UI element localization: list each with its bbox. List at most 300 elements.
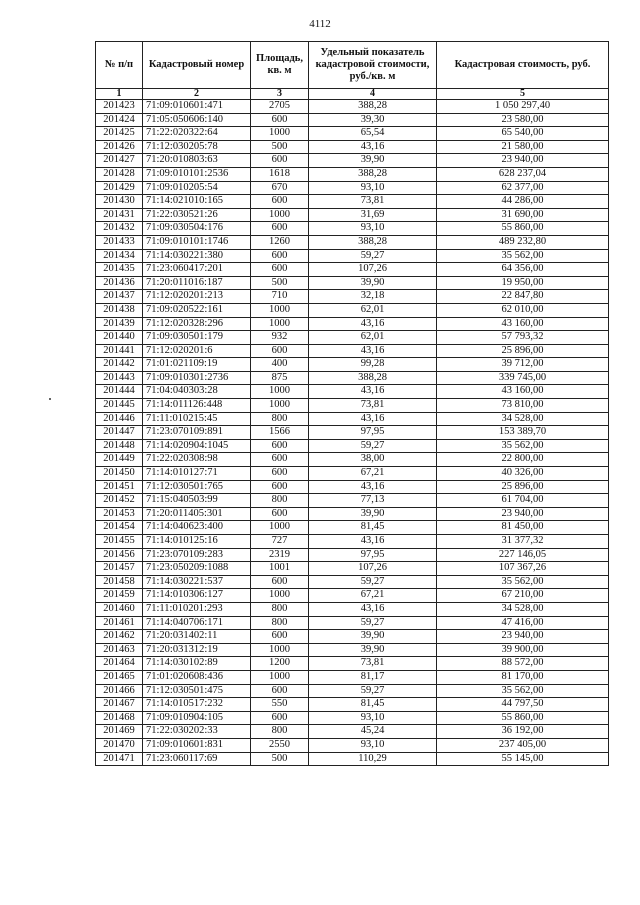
row-number-cell: 201437 (96, 290, 143, 304)
specific-value-cell: 107,26 (309, 562, 437, 576)
specific-value-cell: 59,27 (309, 249, 437, 263)
area-cell: 1000 (251, 589, 309, 603)
area-cell: 600 (251, 195, 309, 209)
area-cell: 600 (251, 453, 309, 467)
cadastral-value-cell: 35 562,00 (437, 249, 609, 263)
table-row (96, 249, 609, 263)
cadastral-value-cell: 47 416,00 (437, 616, 609, 630)
specific-value-cell: 67,21 (309, 589, 437, 603)
table-row (96, 548, 609, 562)
cadastral-number-cell: 71:22:030521:26 (143, 208, 251, 222)
specific-value-cell: 59,27 (309, 575, 437, 589)
cadastral-value-cell: 81 450,00 (437, 521, 609, 535)
row-number-cell: 201433 (96, 235, 143, 249)
cadastral-value-cell: 36 192,00 (437, 725, 609, 739)
header-cadastral-number: Кадастровый номер (143, 42, 251, 89)
cadastral-number-cell: 71:11:010201:293 (143, 602, 251, 616)
cadastral-number-cell: 71:14:030221:380 (143, 249, 251, 263)
row-number-cell: 201451 (96, 480, 143, 494)
area-cell: 600 (251, 154, 309, 168)
header-specific-value: Удельный показатель кадастровой стоимости, руб./кв. м (309, 42, 437, 89)
table-row (96, 385, 609, 399)
specific-value-cell: 59,27 (309, 616, 437, 630)
cadastral-value-cell: 153 389,70 (437, 426, 609, 440)
table-row (96, 371, 609, 385)
table-row (96, 575, 609, 589)
specific-value-cell: 39,90 (309, 630, 437, 644)
area-cell: 932 (251, 331, 309, 345)
area-cell: 600 (251, 439, 309, 453)
area-cell: 800 (251, 616, 309, 630)
row-number-cell: 201439 (96, 317, 143, 331)
row-number-cell: 201429 (96, 181, 143, 195)
table-row (96, 412, 609, 426)
cadastral-number-cell: 71:20:010803:63 (143, 154, 251, 168)
area-cell: 550 (251, 698, 309, 712)
cadastral-number-cell: 71:09:030501:179 (143, 331, 251, 345)
cadastral-number-cell: 71:09:010101:2536 (143, 167, 251, 181)
row-number-cell: 201468 (96, 711, 143, 725)
table-row (96, 222, 609, 236)
table-row (96, 426, 609, 440)
specific-value-cell: 73,81 (309, 195, 437, 209)
specific-value-cell: 62,01 (309, 303, 437, 317)
table-row (96, 263, 609, 277)
table-row (96, 127, 609, 141)
cadastral-value-cell: 34 528,00 (437, 412, 609, 426)
cadastral-value-cell: 62 010,00 (437, 303, 609, 317)
row-number-cell: 201462 (96, 630, 143, 644)
area-cell: 600 (251, 684, 309, 698)
header-area: Площадь, кв. м (251, 42, 309, 89)
area-cell: 1000 (251, 208, 309, 222)
area-cell: 1000 (251, 643, 309, 657)
cadastral-value-cell: 44 286,00 (437, 195, 609, 209)
area-cell: 1000 (251, 385, 309, 399)
row-number-cell: 201426 (96, 140, 143, 154)
cadastral-number-cell: 71:14:040706:171 (143, 616, 251, 630)
row-number-cell: 201459 (96, 589, 143, 603)
cadastral-value-cell: 35 562,00 (437, 575, 609, 589)
row-number-cell: 201465 (96, 670, 143, 684)
table-row (96, 630, 609, 644)
specific-value-cell: 38,00 (309, 453, 437, 467)
row-number-cell: 201471 (96, 752, 143, 766)
cadastral-value-cell: 25 896,00 (437, 344, 609, 358)
header-row (96, 42, 609, 89)
table-row (96, 113, 609, 127)
row-number-cell: 201466 (96, 684, 143, 698)
cadastral-number-cell: 71:09:010205:54 (143, 181, 251, 195)
specific-value-cell: 99,28 (309, 358, 437, 372)
cadastral-number-cell: 71:23:070109:891 (143, 426, 251, 440)
table-row (96, 494, 609, 508)
table-row (96, 643, 609, 657)
cadastral-value-cell: 31 690,00 (437, 208, 609, 222)
area-cell: 1566 (251, 426, 309, 440)
cadastral-value-cell: 31 377,32 (437, 535, 609, 549)
table-row (96, 535, 609, 549)
cadastral-number-cell: 71:23:060417:201 (143, 263, 251, 277)
cadastral-number-cell: 71:20:031312:19 (143, 643, 251, 657)
table-row (96, 331, 609, 345)
cadastral-number-cell: 71:04:040303:28 (143, 385, 251, 399)
cadastral-number-cell: 71:09:030504:176 (143, 222, 251, 236)
specific-value-cell: 77,13 (309, 494, 437, 508)
area-cell: 600 (251, 575, 309, 589)
table-row (96, 195, 609, 209)
specific-value-cell: 43,16 (309, 412, 437, 426)
area-cell: 400 (251, 358, 309, 372)
area-cell: 670 (251, 181, 309, 195)
cadastral-number-cell: 71:23:060117:69 (143, 752, 251, 766)
area-cell: 875 (251, 371, 309, 385)
row-number-cell: 201455 (96, 535, 143, 549)
cadastral-value-cell: 35 562,00 (437, 684, 609, 698)
table-row (96, 711, 609, 725)
specific-value-cell: 43,16 (309, 344, 437, 358)
row-number-cell: 201424 (96, 113, 143, 127)
row-number-cell: 201460 (96, 602, 143, 616)
area-cell: 1618 (251, 167, 309, 181)
cadastral-number-cell: 71:12:020328:296 (143, 317, 251, 331)
row-number-cell: 201457 (96, 562, 143, 576)
area-cell: 1000 (251, 317, 309, 331)
cadastral-number-cell: 71:01:020608:436 (143, 670, 251, 684)
specific-value-cell: 93,10 (309, 738, 437, 752)
table-row (96, 303, 609, 317)
area-cell: 1000 (251, 127, 309, 141)
cadastral-value-cell: 23 940,00 (437, 630, 609, 644)
row-number-cell: 201436 (96, 276, 143, 290)
area-cell: 800 (251, 494, 309, 508)
cadastral-number-cell: 71:09:010601:831 (143, 738, 251, 752)
cadastral-number-cell: 71:09:010101:1746 (143, 235, 251, 249)
area-cell: 2705 (251, 100, 309, 114)
cadastral-number-cell: 71:14:040623:400 (143, 521, 251, 535)
area-cell: 600 (251, 222, 309, 236)
cadastral-value-cell: 81 170,00 (437, 670, 609, 684)
cadastral-value-cell: 107 367,26 (437, 562, 609, 576)
cadastral-value-cell: 237 405,00 (437, 738, 609, 752)
table-row (96, 738, 609, 752)
cadastral-number-cell: 71:14:011126:448 (143, 399, 251, 413)
specific-value-cell: 39,90 (309, 507, 437, 521)
row-number-cell: 201432 (96, 222, 143, 236)
specific-value-cell: 43,16 (309, 140, 437, 154)
row-number-cell: 201447 (96, 426, 143, 440)
cadastral-value-cell: 73 810,00 (437, 399, 609, 413)
area-cell: 600 (251, 344, 309, 358)
column-number: 5 (437, 89, 609, 100)
row-number-cell: 201467 (96, 698, 143, 712)
table-row (96, 684, 609, 698)
cadastral-number-cell: 71:12:030501:475 (143, 684, 251, 698)
specific-value-cell: 93,10 (309, 181, 437, 195)
cadastral-value-cell: 1 050 297,40 (437, 100, 609, 114)
cadastral-value-cell: 23 580,00 (437, 113, 609, 127)
cadastral-number-cell: 71:09:010904:105 (143, 711, 251, 725)
cadastral-value-cell: 40 326,00 (437, 467, 609, 481)
specific-value-cell: 81,17 (309, 670, 437, 684)
cadastral-number-cell: 71:14:030221:537 (143, 575, 251, 589)
specific-value-cell: 43,16 (309, 535, 437, 549)
area-cell: 600 (251, 507, 309, 521)
cadastral-value-cell: 57 793,32 (437, 331, 609, 345)
row-number-cell: 201434 (96, 249, 143, 263)
cadastral-number-cell: 71:15:040503:99 (143, 494, 251, 508)
specific-value-cell: 388,28 (309, 100, 437, 114)
cadastral-value-cell: 88 572,00 (437, 657, 609, 671)
cadastral-value-cell: 55 860,00 (437, 222, 609, 236)
row-number-cell: 201431 (96, 208, 143, 222)
area-cell: 800 (251, 602, 309, 616)
specific-value-cell: 67,21 (309, 467, 437, 481)
cadastral-value-cell: 227 146,05 (437, 548, 609, 562)
cadastral-value-cell: 62 377,00 (437, 181, 609, 195)
specific-value-cell: 59,27 (309, 684, 437, 698)
table-row (96, 562, 609, 576)
specific-value-cell: 93,10 (309, 222, 437, 236)
column-number: 4 (309, 89, 437, 100)
column-number: 3 (251, 89, 309, 100)
table-row (96, 167, 609, 181)
table-row (96, 507, 609, 521)
cadastral-value-cell: 64 356,00 (437, 263, 609, 277)
cadastral-number-cell: 71:22:020308:98 (143, 453, 251, 467)
table-row (96, 399, 609, 413)
row-number-cell: 201440 (96, 331, 143, 345)
cadastral-number-cell: 71:14:010127:71 (143, 467, 251, 481)
row-number-cell: 201441 (96, 344, 143, 358)
specific-value-cell: 107,26 (309, 263, 437, 277)
cadastral-number-cell: 71:05:050606:140 (143, 113, 251, 127)
row-number-cell: 201450 (96, 467, 143, 481)
cadastral-number-cell: 71:11:010215:45 (143, 412, 251, 426)
cadastral-value-cell: 25 896,00 (437, 480, 609, 494)
row-number-cell: 201428 (96, 167, 143, 181)
row-number-cell: 201461 (96, 616, 143, 630)
header-row-number: № п/п (96, 42, 143, 89)
cadastral-number-cell: 71:09:010301:2736 (143, 371, 251, 385)
specific-value-cell: 97,95 (309, 426, 437, 440)
specific-value-cell: 45,24 (309, 725, 437, 739)
row-number-cell: 201452 (96, 494, 143, 508)
table-row (96, 100, 609, 114)
table-row (96, 276, 609, 290)
specific-value-cell: 388,28 (309, 167, 437, 181)
table-row (96, 752, 609, 766)
table-row (96, 453, 609, 467)
row-number-cell: 201425 (96, 127, 143, 141)
row-number-cell: 201444 (96, 385, 143, 399)
specific-value-cell: 43,16 (309, 385, 437, 399)
row-number-cell: 201446 (96, 412, 143, 426)
specific-value-cell: 39,30 (309, 113, 437, 127)
cadastral-value-cell: 23 940,00 (437, 507, 609, 521)
row-number-cell: 201438 (96, 303, 143, 317)
table-body (96, 100, 609, 766)
table-row (96, 317, 609, 331)
specific-value-cell: 39,90 (309, 276, 437, 290)
cadastral-value-table (95, 41, 609, 766)
table-row (96, 154, 609, 168)
area-cell: 1000 (251, 399, 309, 413)
page-number: 4112 (309, 18, 331, 30)
table-row (96, 208, 609, 222)
area-cell: 1200 (251, 657, 309, 671)
cadastral-value-cell: 35 562,00 (437, 439, 609, 453)
specific-value-cell: 43,16 (309, 602, 437, 616)
area-cell: 600 (251, 630, 309, 644)
area-cell: 1001 (251, 562, 309, 576)
table-row (96, 344, 609, 358)
area-cell: 2550 (251, 738, 309, 752)
area-cell: 1000 (251, 303, 309, 317)
cadastral-number-cell: 71:14:020904:1045 (143, 439, 251, 453)
cadastral-number-cell: 71:14:010517:232 (143, 698, 251, 712)
row-number-cell: 201445 (96, 399, 143, 413)
area-cell: 1260 (251, 235, 309, 249)
area-cell: 1000 (251, 670, 309, 684)
specific-value-cell: 65,54 (309, 127, 437, 141)
cadastral-value-cell: 39 712,00 (437, 358, 609, 372)
cadastral-value-cell: 628 237,04 (437, 167, 609, 181)
row-number-cell: 201464 (96, 657, 143, 671)
cadastral-value-cell: 67 210,00 (437, 589, 609, 603)
cadastral-number-cell: 71:23:070109:283 (143, 548, 251, 562)
specific-value-cell: 32,18 (309, 290, 437, 304)
specific-value-cell: 39,90 (309, 643, 437, 657)
row-number-cell: 201458 (96, 575, 143, 589)
table-row (96, 467, 609, 481)
specific-value-cell: 62,01 (309, 331, 437, 345)
table-row (96, 140, 609, 154)
cadastral-number-cell: 71:14:010125:16 (143, 535, 251, 549)
row-number-cell: 201430 (96, 195, 143, 209)
cadastral-value-cell: 61 704,00 (437, 494, 609, 508)
stray-mark (49, 398, 51, 400)
table-row (96, 290, 609, 304)
specific-value-cell: 110,29 (309, 752, 437, 766)
cadastral-number-cell: 71:12:030501:765 (143, 480, 251, 494)
area-cell: 800 (251, 725, 309, 739)
table-row (96, 235, 609, 249)
cadastral-value-cell: 43 160,00 (437, 317, 609, 331)
area-cell: 2319 (251, 548, 309, 562)
row-number-cell: 201456 (96, 548, 143, 562)
area-cell: 600 (251, 249, 309, 263)
specific-value-cell: 59,27 (309, 439, 437, 453)
row-number-cell: 201470 (96, 738, 143, 752)
row-number-cell: 201453 (96, 507, 143, 521)
row-number-cell: 201463 (96, 643, 143, 657)
cadastral-value-cell: 55 145,00 (437, 752, 609, 766)
specific-value-cell: 31,69 (309, 208, 437, 222)
specific-value-cell: 73,81 (309, 657, 437, 671)
cadastral-number-cell: 71:14:030102:89 (143, 657, 251, 671)
header-cadastral-value: Кадастровая стоимость, руб. (437, 42, 609, 89)
table-row (96, 439, 609, 453)
specific-value-cell: 97,95 (309, 548, 437, 562)
area-cell: 600 (251, 113, 309, 127)
specific-value-cell: 81,45 (309, 521, 437, 535)
row-number-cell: 201469 (96, 725, 143, 739)
table-row (96, 725, 609, 739)
area-cell: 600 (251, 711, 309, 725)
cadastral-value-cell: 22 847,80 (437, 290, 609, 304)
cadastral-number-cell: 71:09:010601:471 (143, 100, 251, 114)
table-row (96, 698, 609, 712)
area-cell: 1000 (251, 521, 309, 535)
specific-value-cell: 388,28 (309, 371, 437, 385)
cadastral-number-cell: 71:12:020201:213 (143, 290, 251, 304)
area-cell: 600 (251, 480, 309, 494)
row-number-cell: 201435 (96, 263, 143, 277)
cadastral-value-cell: 43 160,00 (437, 385, 609, 399)
cadastral-value-cell: 23 940,00 (437, 154, 609, 168)
table-row (96, 657, 609, 671)
table-row (96, 602, 609, 616)
cadastral-number-cell: 71:01:021109:19 (143, 358, 251, 372)
cadastral-number-cell: 71:12:020201:6 (143, 344, 251, 358)
row-number-cell: 201454 (96, 521, 143, 535)
row-number-cell: 201427 (96, 154, 143, 168)
specific-value-cell: 73,81 (309, 399, 437, 413)
cadastral-value-cell: 489 232,80 (437, 235, 609, 249)
row-number-cell: 201423 (96, 100, 143, 114)
column-number-row (96, 89, 609, 100)
cadastral-number-cell: 71:22:030202:33 (143, 725, 251, 739)
cadastral-value-cell: 339 745,00 (437, 371, 609, 385)
row-number-cell: 201449 (96, 453, 143, 467)
column-number: 1 (96, 89, 143, 100)
table-row (96, 181, 609, 195)
cadastral-number-cell: 71:20:011016:187 (143, 276, 251, 290)
column-number: 2 (143, 89, 251, 100)
specific-value-cell: 43,16 (309, 317, 437, 331)
cadastral-number-cell: 71:09:020522:161 (143, 303, 251, 317)
row-number-cell: 201448 (96, 439, 143, 453)
area-cell: 500 (251, 276, 309, 290)
cadastral-value-cell: 55 860,00 (437, 711, 609, 725)
cadastral-value-cell: 34 528,00 (437, 602, 609, 616)
specific-value-cell: 39,90 (309, 154, 437, 168)
cadastral-value-cell: 21 580,00 (437, 140, 609, 154)
cadastral-value-cell: 44 797,50 (437, 698, 609, 712)
cadastral-number-cell: 71:20:031402:11 (143, 630, 251, 644)
cadastral-number-cell: 71:23:050209:1088 (143, 562, 251, 576)
row-number-cell: 201442 (96, 358, 143, 372)
specific-value-cell: 43,16 (309, 480, 437, 494)
cadastral-value-cell: 19 950,00 (437, 276, 609, 290)
cadastral-value-cell: 22 800,00 (437, 453, 609, 467)
cadastral-number-cell: 71:20:011405:301 (143, 507, 251, 521)
table-row (96, 589, 609, 603)
area-cell: 710 (251, 290, 309, 304)
cadastral-number-cell: 71:12:030205:78 (143, 140, 251, 154)
area-cell: 600 (251, 467, 309, 481)
specific-value-cell: 81,45 (309, 698, 437, 712)
area-cell: 800 (251, 412, 309, 426)
table-row (96, 480, 609, 494)
area-cell: 600 (251, 263, 309, 277)
table-row (96, 521, 609, 535)
cadastral-number-cell: 71:14:021010:165 (143, 195, 251, 209)
cadastral-number-cell: 71:14:010306:127 (143, 589, 251, 603)
area-cell: 500 (251, 752, 309, 766)
cadastral-number-cell: 71:22:020322:64 (143, 127, 251, 141)
